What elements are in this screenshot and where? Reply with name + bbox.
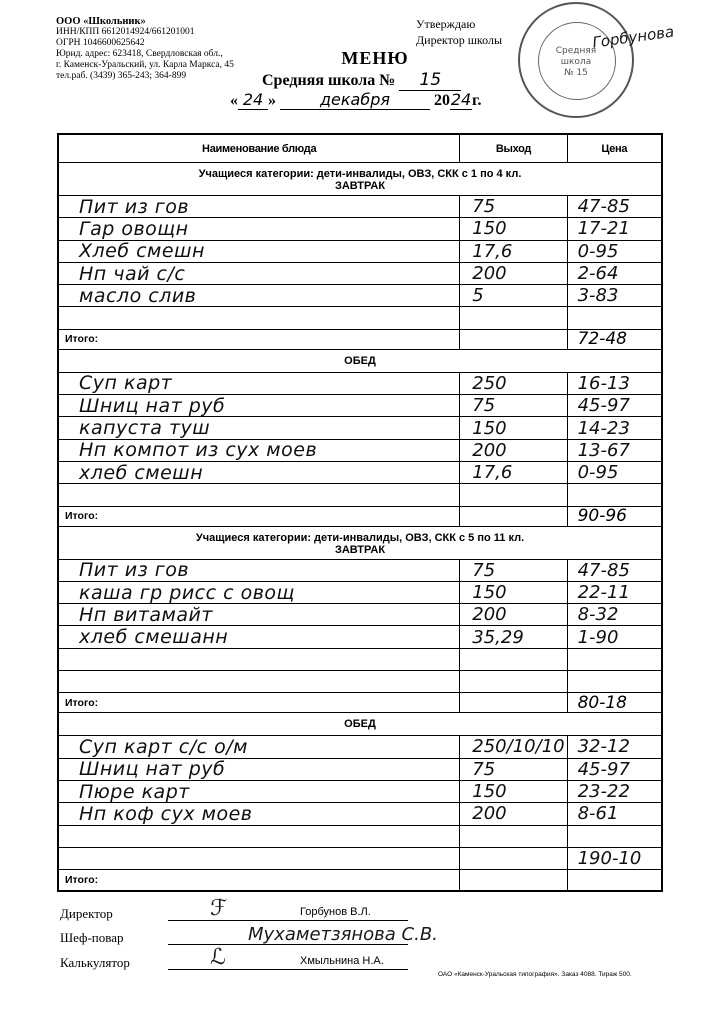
table-row <box>59 582 661 604</box>
director-label: Директор <box>60 906 113 921</box>
table-row <box>59 196 661 218</box>
dish-name: Нп витамайт <box>59 604 460 625</box>
table-header-row <box>59 135 661 163</box>
table-row <box>59 307 661 329</box>
total-output <box>460 870 567 890</box>
table-row <box>59 484 661 506</box>
seal-text-line3: № 15 <box>564 68 588 78</box>
school-number: 15 <box>399 70 461 91</box>
header-output: Выход <box>460 135 567 162</box>
table-row <box>59 671 661 693</box>
table-row <box>59 826 661 848</box>
table-row <box>59 395 661 417</box>
dish-output: 17,6 <box>460 462 567 483</box>
dish-name: Хлеб смешн <box>59 241 460 262</box>
dish-name: Нп чай с/с <box>59 263 460 284</box>
dish-name: капуста туш <box>59 417 460 438</box>
total-price: 72-48 <box>577 329 627 349</box>
total-output <box>460 693 567 712</box>
date-day: 24 <box>238 90 268 110</box>
dish-price <box>568 671 661 692</box>
dish-output: 17,6 <box>460 241 567 262</box>
dish-name <box>59 826 460 847</box>
table-row <box>59 736 661 758</box>
dish-price <box>568 484 661 505</box>
total-price: 80-18 <box>577 693 627 713</box>
section-category: Учащиеся категории: дети-инвалиды, ОВЗ, СКК с 1 по 4 кл. <box>198 168 522 180</box>
calculator-label: Калькулятор <box>60 955 130 970</box>
org-address-line2: г. Каменск-Уральский, ул. Карла Маркса, 45 <box>56 60 234 70</box>
table-row <box>59 781 661 803</box>
seal-text-line2: школа <box>560 57 592 67</box>
table-row <box>59 285 661 307</box>
dish-output: 200 <box>460 604 567 625</box>
table-row <box>59 803 661 825</box>
dish-price: 22-11 <box>577 582 630 603</box>
dish-price: 32-12 <box>577 736 630 758</box>
dish-output: 200 <box>460 803 567 824</box>
section-meal: ЗАВТРАК <box>334 180 386 192</box>
school-label: Средняя школа № <box>262 72 396 89</box>
date-open-quote: « <box>230 92 238 109</box>
section-header <box>59 163 661 196</box>
dish-name: Пит из гов <box>59 560 460 581</box>
total-output <box>460 507 567 526</box>
dish-price: 47-85 <box>577 196 630 218</box>
section-header <box>59 527 661 560</box>
dish-output: 250/10/10 <box>460 736 567 757</box>
dish-price: 17-21 <box>577 218 630 240</box>
org-name: ООО «Школьник» <box>56 16 146 27</box>
total-price <box>568 870 661 890</box>
dish-output: 75 <box>460 395 567 416</box>
dish-output: 150 <box>460 582 567 603</box>
dish-output: 150 <box>460 417 567 438</box>
dish-output <box>460 649 567 670</box>
dish-output <box>460 826 567 847</box>
section-meal: ОБЕД <box>344 718 376 731</box>
date-year-suffix: 24 <box>450 90 472 109</box>
approval-block <box>416 16 502 48</box>
dish-output <box>460 307 567 328</box>
dish-name <box>59 307 460 328</box>
dish-price: 0-95 <box>577 462 619 484</box>
dish-name <box>59 671 460 692</box>
table-row <box>59 560 661 582</box>
section-header <box>59 713 661 736</box>
table-row <box>59 649 661 671</box>
director-signature-line <box>168 920 408 921</box>
menu-date <box>230 90 481 110</box>
dish-output: 150 <box>460 781 567 802</box>
dish-output: 250 <box>460 373 567 394</box>
total-output <box>460 330 567 349</box>
dish-name <box>59 649 460 670</box>
dish-price: 3-83 <box>577 285 619 307</box>
dish-output: 35,29 <box>460 626 567 647</box>
approval-signature: Горбунова <box>591 22 676 52</box>
dish-name: Гар овощн <box>59 218 460 239</box>
approval-position: Директор школы <box>416 33 503 47</box>
table-row <box>59 417 661 439</box>
dish-price: 8-61 <box>577 803 619 825</box>
director-signature: ℱ <box>210 896 228 921</box>
dish-price: 13-67 <box>577 439 630 461</box>
calculator-signature: ℒ <box>210 945 226 970</box>
dish-name: Шниц нат руб <box>59 395 460 416</box>
signature-director <box>60 896 371 922</box>
dish-name: масло слив <box>59 285 460 306</box>
dish-name: хлеб смешн <box>59 462 460 483</box>
dish-price: 8-32 <box>577 604 619 626</box>
dish-price <box>568 826 661 847</box>
table-row <box>59 241 661 263</box>
section-header <box>59 350 661 373</box>
dish-price: 23-22 <box>577 781 630 803</box>
calculator-signature-line <box>168 969 408 970</box>
printer-info: ОАО «Каменск-Уральская типография». Заказ 4088. Тираж 500. <box>438 971 632 978</box>
seal-text-line1: Средняя <box>555 46 597 56</box>
table-row <box>59 373 661 395</box>
dish-output: 75 <box>460 759 567 780</box>
total-label: Итого: <box>59 870 460 890</box>
signature-chef <box>60 924 438 946</box>
dish-price: 1-90 <box>577 626 619 648</box>
header-name: Наименование блюда <box>59 135 460 162</box>
dish-price: 45-97 <box>577 758 630 780</box>
dish-price <box>568 307 661 328</box>
chef-name: Мухаметзянова С.В. <box>248 924 438 945</box>
table-row <box>59 604 661 626</box>
table-row <box>59 218 661 240</box>
table-row <box>59 462 661 484</box>
total-row <box>59 693 661 713</box>
dish-output: 150 <box>460 218 567 239</box>
director-name: Горбунов В.Л. <box>300 906 371 918</box>
dish-output: 200 <box>460 440 567 461</box>
table-row <box>59 848 661 870</box>
date-close-quote: » <box>268 92 276 109</box>
total-label: Итого: <box>59 507 460 526</box>
table-row <box>59 440 661 462</box>
date-month: декабря <box>280 90 430 110</box>
dish-price: 190-10 <box>577 847 642 869</box>
calculator-name: Хмыльнина Н.А. <box>300 955 384 967</box>
total-label: Итого: <box>59 330 460 349</box>
chef-label: Шеф-повар <box>60 930 124 945</box>
table-row <box>59 759 661 781</box>
date-year-end: г. <box>472 92 482 109</box>
signature-calculator <box>60 945 384 971</box>
org-phone: тел.раб. (3439) 365-243; 364-899 <box>56 71 187 81</box>
seal-text <box>520 46 632 79</box>
table-row <box>59 626 661 648</box>
dish-price: 0-95 <box>577 240 619 262</box>
dish-price: 2-64 <box>577 263 619 285</box>
dish-output <box>460 484 567 505</box>
table-row <box>59 263 661 285</box>
org-inn: ИНН/КПП 6612014924/661201001 <box>56 27 195 37</box>
dish-name <box>59 484 460 505</box>
dish-output <box>460 848 567 869</box>
table-sections <box>59 163 661 890</box>
dish-price: 45-97 <box>577 395 630 417</box>
dish-output: 75 <box>460 196 567 217</box>
total-label: Итого: <box>59 693 460 712</box>
org-address-line1: Юрид. адрес: 623418, Свердловская обл., <box>56 49 223 59</box>
dish-name: Пит из гов <box>59 196 460 217</box>
dish-name <box>59 848 460 869</box>
org-ogrn: ОГРН 1046600625642 <box>56 38 145 48</box>
dish-price: 14-23 <box>577 417 630 439</box>
dish-name: Шниц нат руб <box>59 759 460 780</box>
section-category: Учащиеся категории: дети-инвалиды, ОВЗ, СКК с 5 по 11 кл. <box>195 531 525 544</box>
dish-name: Суп карт <box>59 373 460 394</box>
section-meal: ОБЕД <box>344 354 376 367</box>
menu-table <box>57 133 663 892</box>
total-price: 90-96 <box>577 506 627 526</box>
section-meal: ЗАВТРАК <box>334 543 386 556</box>
school-line <box>262 70 461 91</box>
total-row <box>59 507 661 527</box>
menu-title: МЕНЮ <box>341 48 409 68</box>
total-row <box>59 870 661 890</box>
dish-name: Нп коф сух моев <box>59 803 460 824</box>
dish-price <box>568 649 661 670</box>
date-year-prefix: 20 <box>434 92 450 109</box>
dish-output: 200 <box>460 263 567 284</box>
dish-output <box>460 671 567 692</box>
header-price: Цена <box>601 142 628 155</box>
dish-name: хлеб смешанн <box>59 626 460 647</box>
dish-output: 5 <box>460 285 567 306</box>
dish-name: Пюре карт <box>59 781 460 802</box>
school-seal <box>518 2 634 118</box>
dish-name: Суп карт с/с о/м <box>59 736 460 757</box>
dish-name: Нп компот из сух моев <box>59 440 460 461</box>
dish-price: 47-85 <box>577 559 630 581</box>
approval-label: Утверждаю <box>416 17 476 31</box>
total-row <box>59 330 661 350</box>
dish-name: каша гр рисс с овощ <box>59 582 460 603</box>
dish-price: 16-13 <box>577 372 630 394</box>
dish-output: 75 <box>460 560 567 581</box>
